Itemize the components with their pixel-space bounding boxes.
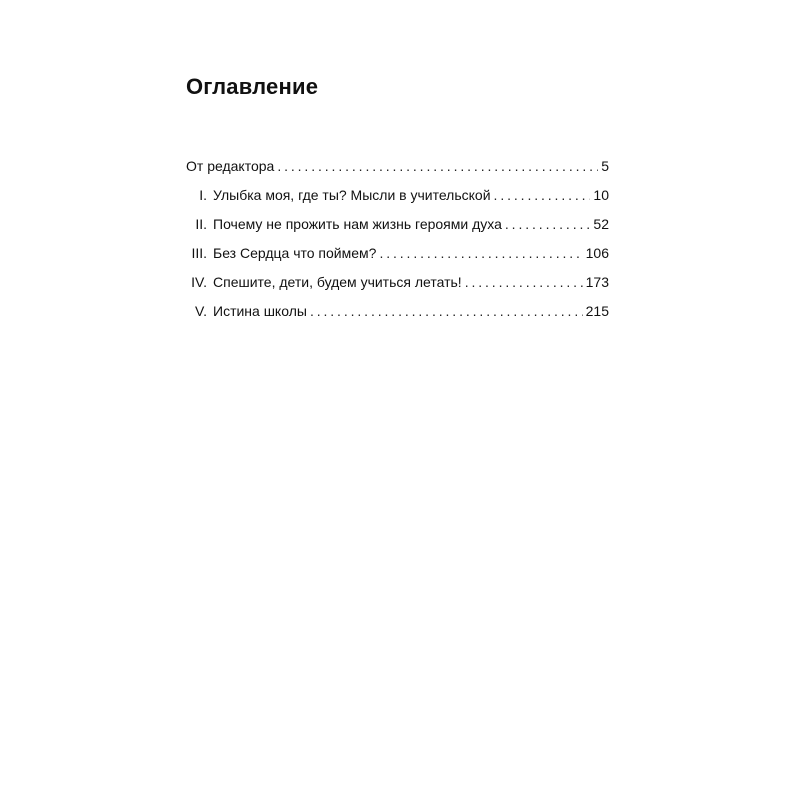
toc-entry-page: 215 bbox=[585, 303, 609, 319]
toc-entry bbox=[186, 152, 609, 181]
toc-dot-leader bbox=[465, 268, 583, 297]
toc-entry bbox=[186, 181, 609, 210]
toc-entry-page: 10 bbox=[593, 187, 609, 203]
toc-dot-leader bbox=[505, 210, 591, 239]
toc-entry-page: 52 bbox=[593, 216, 609, 232]
toc-entry bbox=[186, 210, 609, 239]
toc-dot-leader bbox=[277, 152, 598, 181]
toc-dot-leader bbox=[379, 239, 582, 268]
toc-entry-title: От редактора bbox=[186, 158, 275, 174]
toc-entry-title: Почему не прожить нам жизнь героями духа bbox=[213, 216, 502, 232]
toc-dot-leader bbox=[310, 297, 583, 326]
toc-entry bbox=[186, 268, 609, 297]
toc-entry-number: IV. bbox=[191, 274, 207, 290]
toc-entry bbox=[186, 297, 609, 326]
toc-entry-title: Без Сердца что поймем? bbox=[213, 245, 377, 261]
toc-entry-page: 173 bbox=[585, 274, 609, 290]
toc-entry-page: 5 bbox=[601, 158, 609, 174]
toc-dot-leader bbox=[494, 181, 591, 210]
toc-entry bbox=[186, 239, 609, 268]
toc-entry-page: 106 bbox=[585, 245, 609, 261]
toc-entry-number: III. bbox=[191, 245, 207, 261]
toc-entry-title: Истина школы bbox=[213, 303, 307, 319]
toc-entry-number: I. bbox=[199, 187, 207, 203]
toc-entry-number: V. bbox=[195, 303, 207, 319]
toc-list bbox=[186, 152, 609, 326]
toc-entry-title: Спешите, дети, будем учиться летать! bbox=[213, 274, 462, 290]
toc-title: Оглавление bbox=[186, 74, 319, 99]
toc-entry-number: II. bbox=[195, 216, 207, 232]
toc-entry-title: Улыбка моя, где ты? Мысли в учительской bbox=[213, 187, 491, 203]
